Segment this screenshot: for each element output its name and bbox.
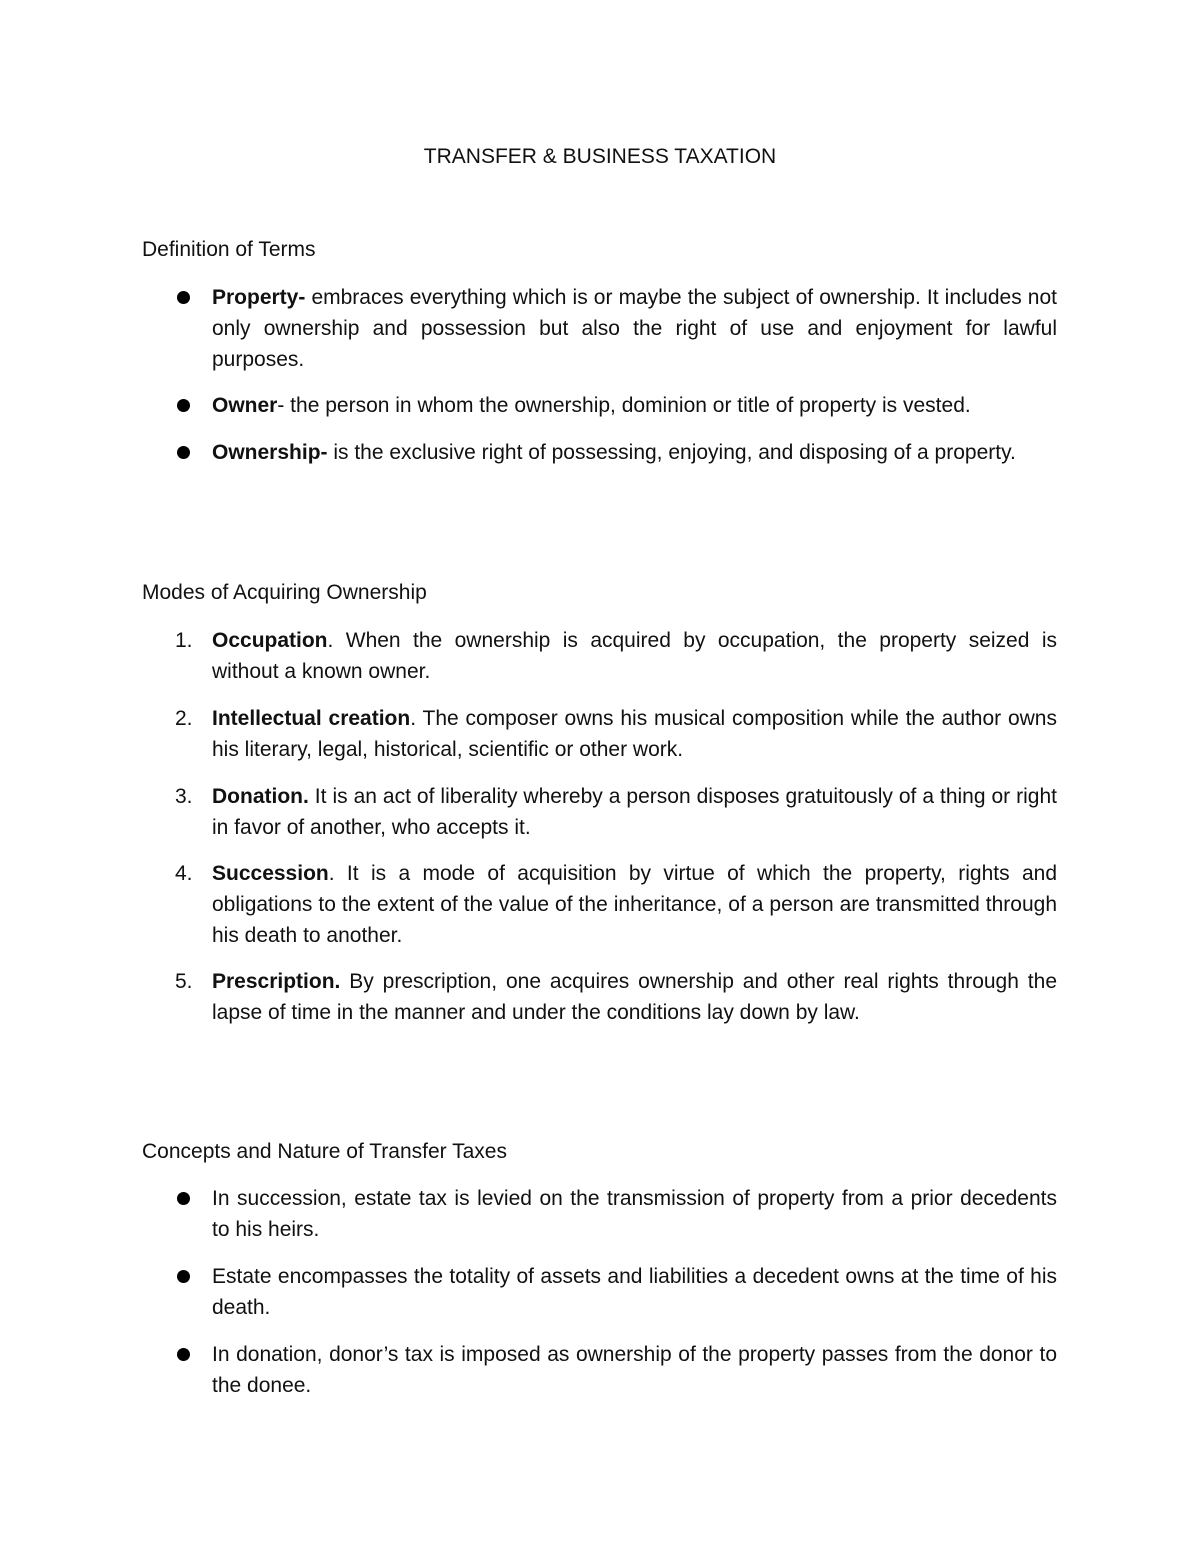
term-label: Succession	[212, 862, 329, 885]
document-title: TRANSFER & BUSINESS TAXATION	[423, 145, 777, 168]
bullet-icon	[177, 1192, 190, 1205]
list-item-text: Estate encompasses the totality of assets and liabilities a decedent owns at the time of his death.	[212, 1265, 1057, 1319]
section-heading-concepts-and-nature: Concepts and Nature of Transfer Taxes	[142, 1140, 507, 1163]
bullet-icon	[177, 291, 190, 304]
list-item	[212, 1261, 1057, 1323]
term-definition: . The composer owns his musical composition while the author owns his literary, legal, historical, scientific or other work.	[212, 707, 1057, 761]
term-label: Donation.	[212, 785, 309, 808]
term-label: Owner	[212, 394, 278, 417]
list-item	[212, 1183, 1057, 1245]
term-label: Intellectual creation	[212, 707, 411, 730]
section-heading-definition-of-terms: Definition of Terms	[142, 238, 316, 261]
list-item-text: In donation, donor’s tax is imposed as ownership of the property passes from the donor to the donee.	[212, 1343, 1057, 1397]
list-item	[175, 966, 1057, 1028]
list-item	[175, 858, 1057, 951]
term-definition: - the person in whom the ownership, dominion or title of property is vested.	[277, 394, 971, 417]
list-number: 4.	[175, 862, 193, 885]
list-item	[212, 1339, 1057, 1401]
list-number: 2.	[175, 707, 193, 730]
term-definition: embraces everything which is or maybe the subject of ownership. It includes not only ownership and possession but also the right of use and enjoyment for lawful purposes.	[212, 286, 1057, 371]
term-label: Occupation	[212, 629, 328, 652]
term-definition: is the exclusive right of possessing, enjoying, and disposing of a property.	[327, 441, 1016, 464]
list-item	[175, 625, 1057, 687]
section-heading-modes-of-acquiring-ownership: Modes of Acquiring Ownership	[142, 581, 427, 604]
term-definition: By prescription, one acquires ownership and other real rights through the lapse of time in the manner and under the conditions lay down by law.	[212, 970, 1057, 1024]
term-label: Ownership-	[212, 441, 328, 464]
list-item	[212, 282, 1057, 375]
list-number: 1.	[175, 629, 193, 652]
list-item	[175, 703, 1057, 765]
list-item-text: In succession, estate tax is levied on the transmission of property from a prior decedents to his heirs.	[212, 1187, 1057, 1241]
list-number: 5.	[175, 970, 193, 993]
bullet-icon	[177, 1270, 190, 1283]
term-definition: . It is a mode of acquisition by virtue of which the property, rights and obligations to the extent of the value of the inheritance, of a person are transmitted through his death to another.	[212, 862, 1057, 947]
list-number: 3.	[175, 785, 193, 808]
bullet-icon	[177, 446, 190, 459]
list-item	[175, 781, 1057, 843]
list-item	[212, 390, 1057, 421]
bullet-icon	[177, 1348, 190, 1361]
term-label: Prescription.	[212, 970, 341, 993]
term-definition: It is an act of liberality whereby a person disposes gratuitously of a thing or right in favor of another, who accepts it.	[212, 785, 1057, 839]
term-label: Property-	[212, 286, 306, 309]
bullet-icon	[177, 399, 190, 412]
term-definition: . When the ownership is acquired by occupation, the property seized is without a known owner.	[212, 629, 1057, 683]
list-item	[212, 437, 1057, 468]
